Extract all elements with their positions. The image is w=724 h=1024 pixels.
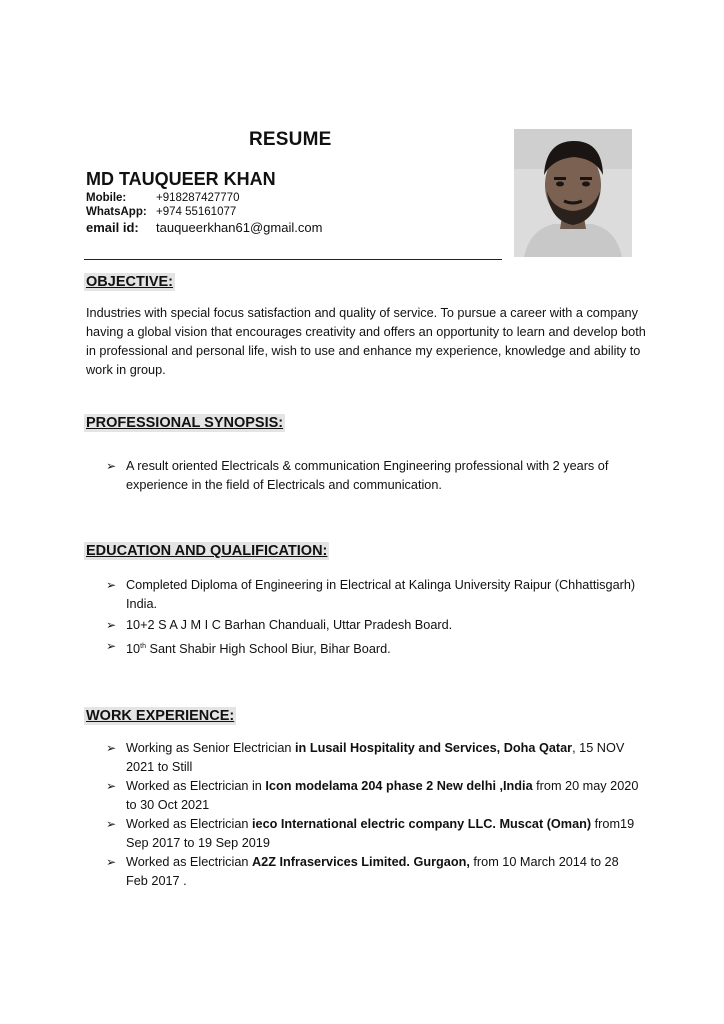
contact-label: Mobile: [86, 192, 127, 204]
text-segment: from19 Sep 2017 to 19 Sep 2019 [126, 817, 635, 850]
candidate-name: MD TAUQUEER KHAN [86, 169, 276, 189]
text-segment: Sant Shabir High School Biur, Bihar Board. [145, 642, 391, 657]
superscript: th [140, 643, 146, 650]
resume-title: RESUME [249, 129, 332, 150]
employer-name: in Lusail Hospitality and Services, Doha Qatar [295, 741, 573, 755]
work-list [84, 739, 644, 891]
arrow-bullet-icon: ➢ [106, 779, 117, 793]
arrow-bullet-icon: ➢ [106, 459, 117, 473]
arrow-bullet-icon: ➢ [106, 639, 117, 653]
employer-name: A2Z Infraservices Limited. Gurgaon, [251, 855, 470, 869]
contact-label: WhatsApp: [86, 206, 147, 218]
text-segment: 10 [126, 642, 141, 657]
contact-whatsapp [86, 206, 236, 218]
list-item [84, 739, 644, 777]
text-segment: Worked as Electrician in [126, 779, 266, 793]
contact-label: email id: [86, 220, 139, 235]
list-item [84, 457, 644, 495]
contact-email [86, 220, 322, 235]
list-item-text: A result oriented Electricals & communication Engineering professional with 2 years of experience in the field of Electricals and communication. [126, 459, 609, 492]
arrow-bullet-icon: ➢ [106, 817, 117, 831]
contact-value: +974 55161077 [156, 206, 237, 218]
education-list [84, 576, 644, 659]
contact-mobile [86, 192, 239, 204]
arrow-bullet-icon: ➢ [106, 855, 117, 869]
arrow-bullet-icon: ➢ [106, 741, 117, 755]
list-item-text: 10+2 S A J M I C Barhan Chanduali, Uttar Pradesh Board. [126, 618, 453, 632]
arrow-bullet-icon: ➢ [106, 578, 117, 592]
list-item [84, 616, 644, 635]
section-title-objective: OBJECTIVE: [86, 274, 174, 290]
text-segment: Working as Senior Electrician [126, 741, 296, 755]
objective-text: Industries with special focus satisfaction and quality of service. To pursue a career with a company having a global vision that encourages creativity and offers an opportunity to learn and develop both in professional and personal life, wish to use and enhance my experience, knowledge and ability to work in group. [86, 306, 646, 377]
employer-name: Icon modelama 204 phase 2 New delhi ,India [265, 779, 533, 793]
list-item [84, 815, 644, 853]
contact-value: +918287427770 [156, 192, 240, 204]
list-item [84, 637, 644, 659]
synopsis-list [84, 457, 644, 495]
list-item-text [126, 642, 391, 656]
text-segment: from 10 March 2014 to 28 Feb 2017 . [126, 855, 619, 888]
section-title-synopsis: PROFESSIONAL SYNOPSIS: [86, 415, 284, 431]
text-segment: Worked as Electrician [126, 817, 252, 831]
header-divider [84, 259, 502, 260]
list-item [84, 777, 644, 815]
list-item [84, 853, 644, 891]
text-segment: from 20 may 2020 to 30 Oct 2021 [126, 779, 639, 812]
person-photo-icon [514, 129, 632, 257]
section-title-work: WORK EXPERIENCE: [86, 708, 235, 724]
profile-photo [514, 129, 632, 257]
list-item [84, 576, 644, 614]
arrow-bullet-icon: ➢ [106, 618, 117, 632]
contact-value: tauqueerkhan61@gmail.com [156, 220, 323, 235]
text-segment: , 15 NOV 2021 to Still [126, 741, 625, 774]
section-title-education: EDUCATION AND QUALIFICATION: [86, 543, 328, 559]
employer-name: ieco International electric company LLC. Muscat (Oman) [251, 817, 592, 831]
text-segment: Worked as Electrician [126, 855, 252, 869]
list-item-text: Completed Diploma of Engineering in Electrical at Kalinga University Raipur (Chhattisgarh) India. [126, 578, 636, 611]
